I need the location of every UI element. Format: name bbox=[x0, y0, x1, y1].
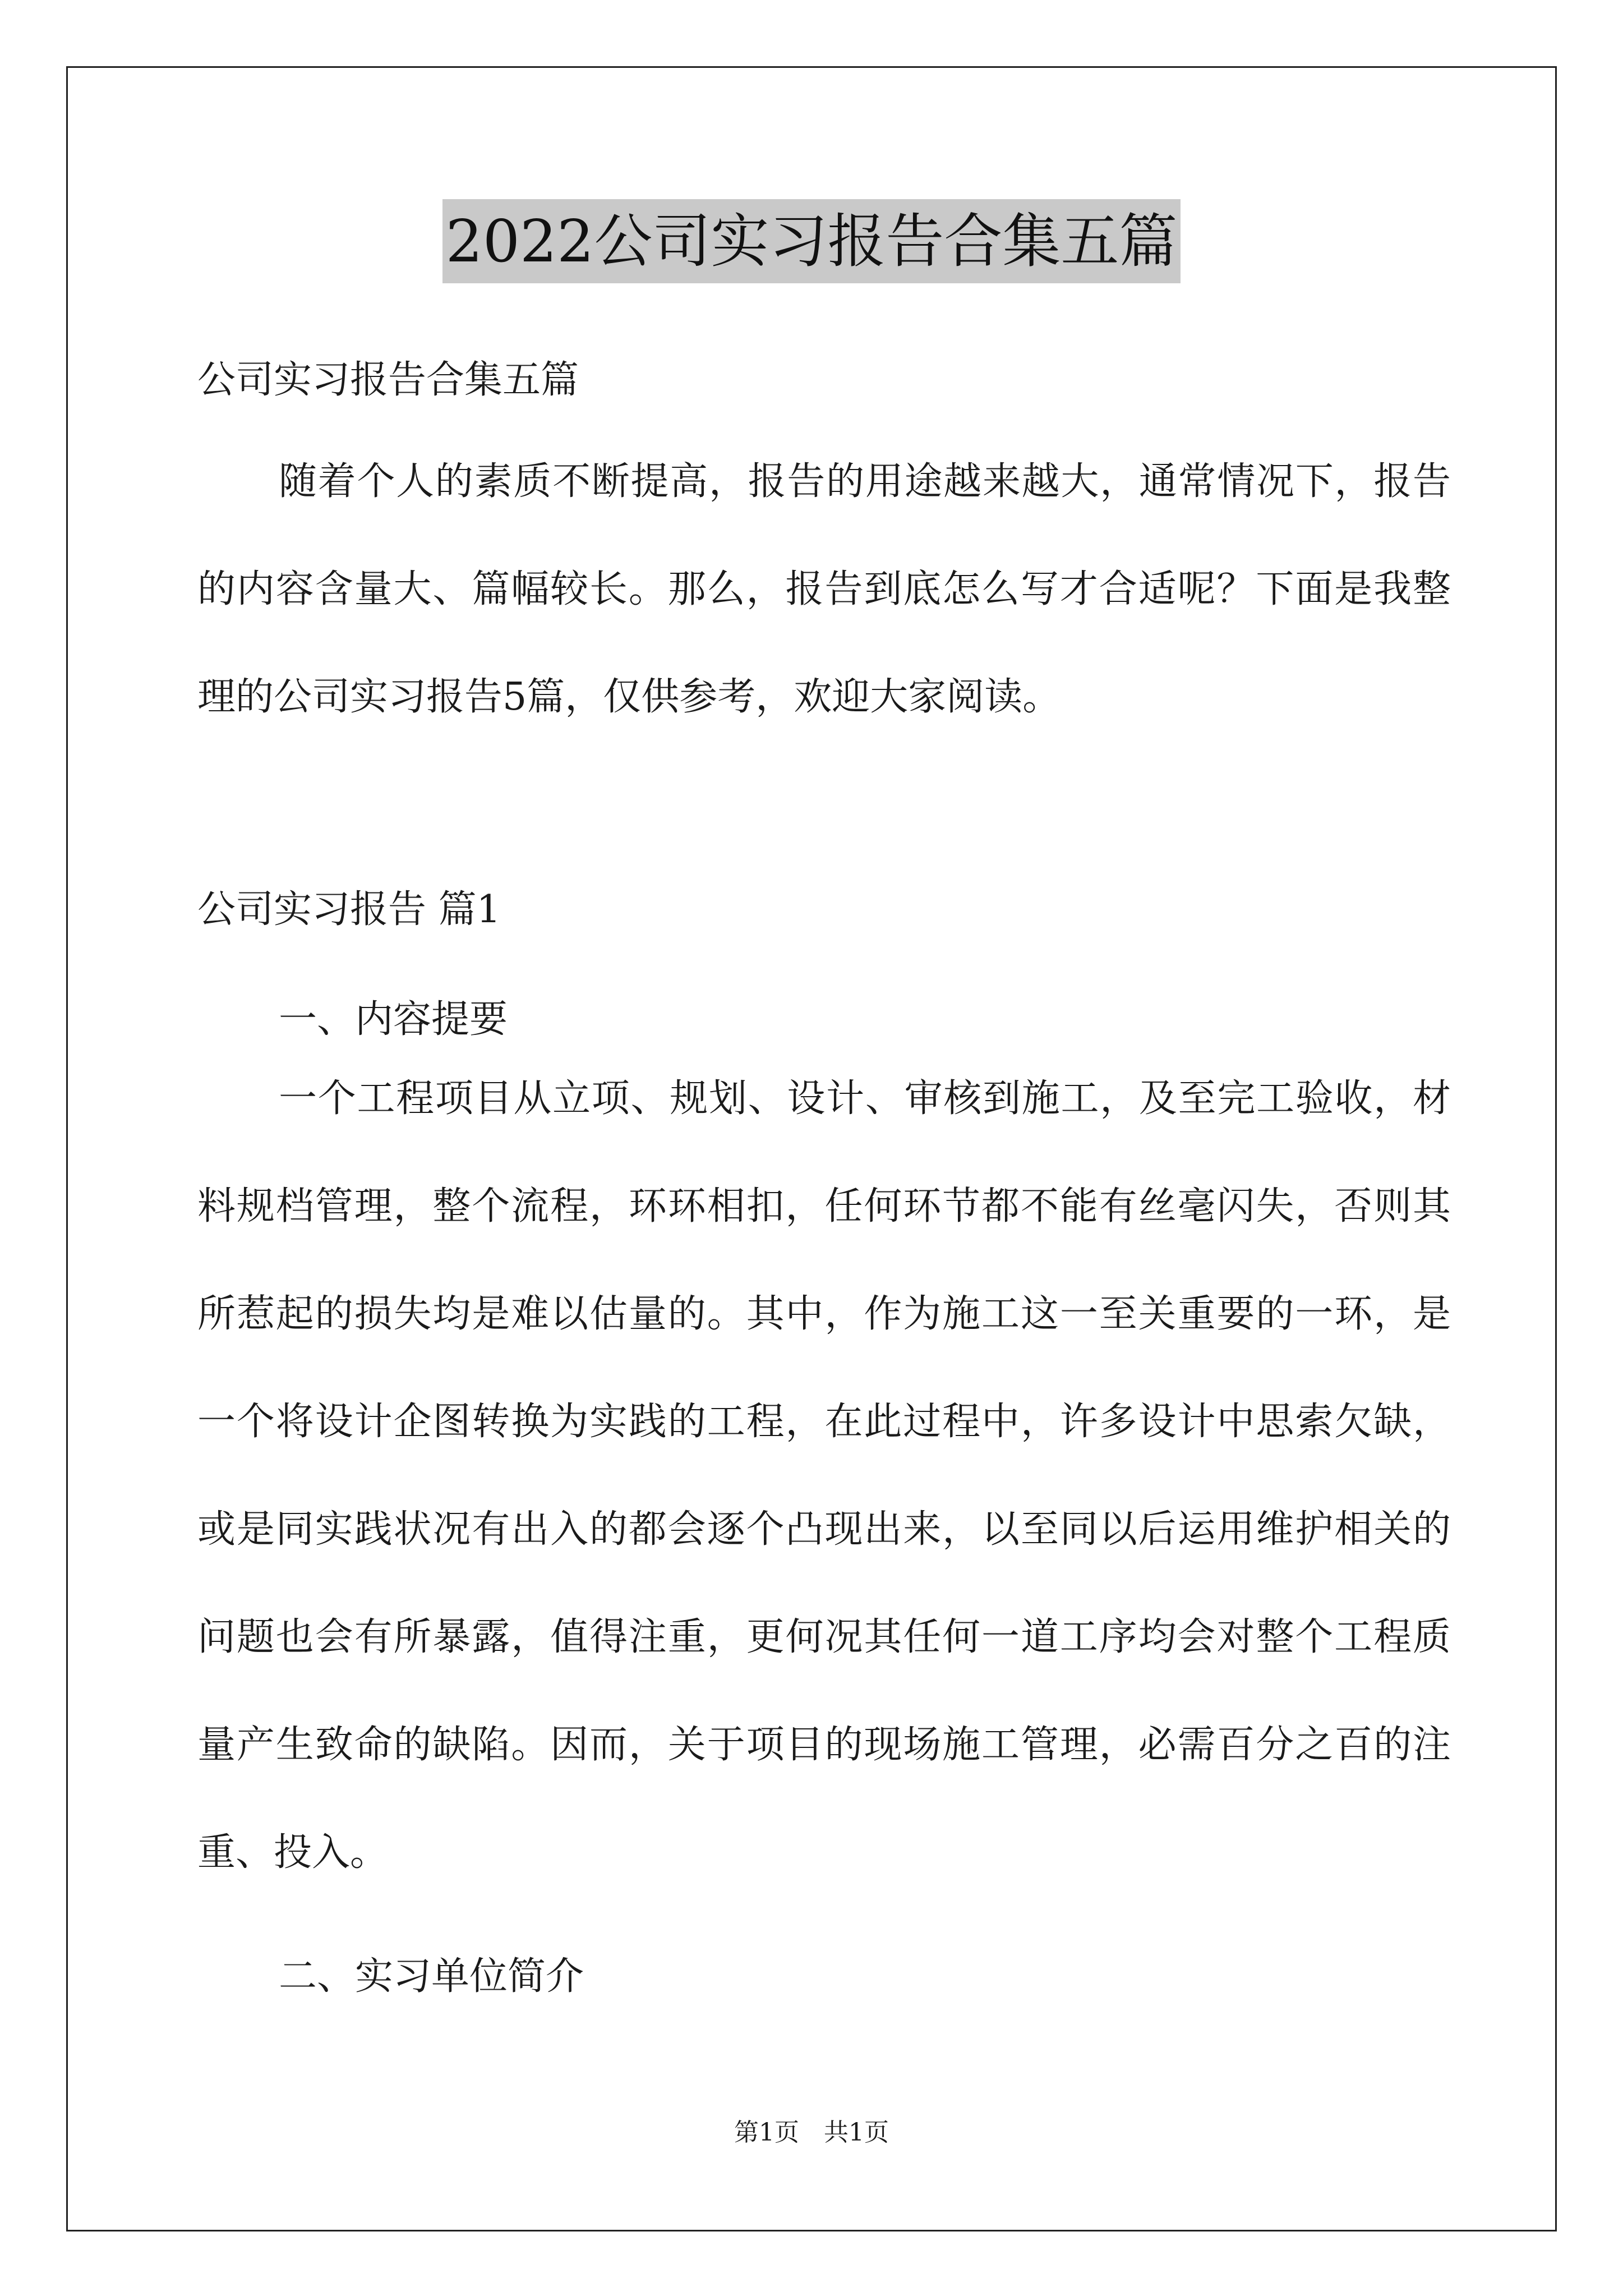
intro-paragraph: 随着个人的素质不断提高，报告的用途越来越大，通常情况下，报告的内容含量大、篇幅较长。那么，报告到底怎么写才合适呢？下面是我整理的公司实习报告5篇，仅供参考，欢迎大家阅读。 bbox=[197, 459, 1451, 719]
item1-paragraph: 一个工程项目从立项、规划、设计、审核到施工，及至完工验收，材料规档管理，整个流程，环环相扣，任何环节都不能有丝毫闪失，否则其所惹起的损失均是难以估量的。其中，作为施工这一至关重要的一环，是一个将设计企图转换为实践的工程，在此过程中，许多设计中思索欠缺，或是同实践状况有出入的都会逐个凸现出来，以至同以后运用维护相关的问题也会有所暴露，值得注重，更何况其任何一道工序均会对整个工程质量产生致命的缺陷。因而，关于项目的现场施工管理，必需百分之百的注重、投入。 bbox=[197, 1076, 1451, 1875]
item2-heading: 二、实习单位简介 bbox=[279, 1954, 584, 1999]
title-container bbox=[0, 199, 1623, 283]
document-title: 2022公司实习报告合集五篇 bbox=[442, 199, 1181, 283]
page-footer: 第1页 共1页 bbox=[734, 2118, 889, 2147]
section-heading: 公司实习报告 篇1 bbox=[197, 887, 501, 932]
document-subtitle: 公司实习报告合集五篇 bbox=[197, 358, 579, 402]
item1-heading: 一、内容提要 bbox=[279, 997, 508, 1042]
